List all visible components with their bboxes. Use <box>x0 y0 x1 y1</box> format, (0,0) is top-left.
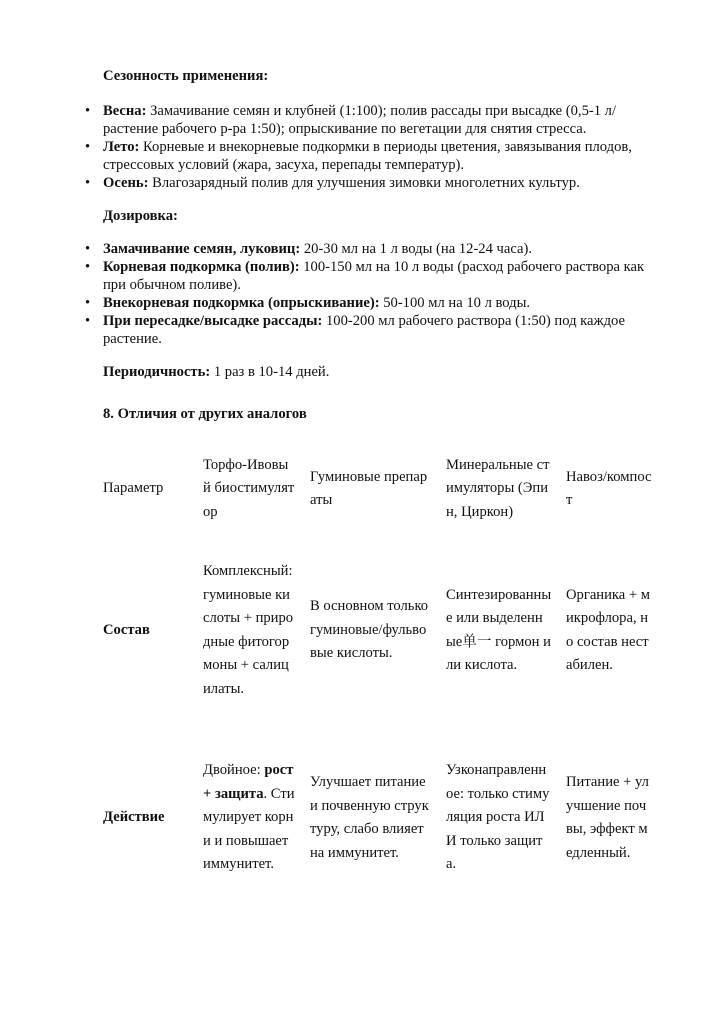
header-cell: Торфо-Ивовый биостимулятор <box>203 456 295 520</box>
comparison-table <box>96 440 659 913</box>
table-cell: Синтезированные или выделенные单一 гормон или кислота. <box>446 586 552 673</box>
header-cell: Минеральные стимуляторы (Эпин, Циркон) <box>446 456 550 520</box>
list-item <box>0 102 660 138</box>
item-label: Осень: <box>103 175 149 191</box>
item-text: Корневые и внекорневые подкормки в периоды цветения, завязывания плодов, стрессовых условий (жара, засуха, перепады температур). <box>103 139 632 173</box>
header-cell: Параметр <box>103 480 164 497</box>
table-cell <box>196 723 303 913</box>
table-cell: Узконаправленное: только стимуляция роста ИЛИ только защита. <box>446 762 550 873</box>
item-text: 100-200 мл рабочего раствора (1:50) под каждое растение. <box>103 313 625 347</box>
cell-bold-text: рост + защита <box>203 762 294 802</box>
item-label: Весна: <box>103 103 147 119</box>
table-cell: Комплексный: гуминовые кислоты + природные фитогормоны + салицилаты. <box>203 563 294 697</box>
item-text: 20-30 мл на 1 л воды (на 12-24 часа). <box>300 241 533 257</box>
table-cell: Органика + микрофлора, но состав нестабилен. <box>566 586 651 673</box>
row-param: Действие <box>103 809 165 826</box>
cell-text: . Стимулирует корни и повышает иммунитет. <box>203 785 295 873</box>
item-label: При пересадке/высадке рассады: <box>103 313 323 329</box>
seasonality-list <box>0 102 660 192</box>
item-text: Замачивание семян и клубней (1:100); полив рассады при высадке (0,5-1 л/растение рабочего р-ра 1:50); опрыскивание по вегетации для снятия стресса. <box>103 103 617 137</box>
periodicity-text: 1 раз в 10-14 дней. <box>210 364 330 380</box>
list-item <box>0 294 660 312</box>
list-item <box>0 174 660 192</box>
cell-text: Двойное: <box>203 762 265 779</box>
header-cell: Гуминовые препараты <box>310 468 428 508</box>
seasonality-heading: Сезонность применения: <box>103 68 269 84</box>
row-param: Состав <box>103 621 150 638</box>
table-row <box>96 538 659 723</box>
dosage-heading: Дозировка: <box>103 208 178 224</box>
list-item <box>0 312 660 348</box>
item-text: 100-150 мл на 10 л воды (расход рабочего раствора как при обычном поливе). <box>103 259 645 293</box>
list-item <box>0 258 660 294</box>
item-label: Замачивание семян, луковиц: <box>103 241 301 257</box>
section-heading: 8. Отличия от других аналогов <box>103 406 307 422</box>
table-row <box>96 723 659 913</box>
table-cell: Улучшает питание и почвенную структуру, слабо влияет на иммунитет. <box>310 774 429 861</box>
item-label: Корневая подкормка (полив): <box>103 259 300 275</box>
table-cell: Питание + улучшение почвы, эффект медленный. <box>566 774 649 861</box>
list-item <box>0 240 660 258</box>
dosage-list <box>0 240 660 348</box>
item-text: Влагозарядный полив для улучшения зимовки многолетних культур. <box>148 175 580 191</box>
item-label: Внекорневая подкормка (опрыскивание): <box>103 295 380 311</box>
periodicity-label: Периодичность: <box>103 364 211 380</box>
header-cell: Навоз/компост <box>566 468 652 508</box>
item-label: Лето: <box>103 139 140 155</box>
periodicity <box>103 362 724 382</box>
table-cell: В основном только гуминовые/фульвовые кислоты. <box>310 598 429 662</box>
item-text: 50-100 мл на 10 л воды. <box>379 295 531 311</box>
list-item <box>0 138 660 174</box>
table-header-row <box>96 440 659 538</box>
